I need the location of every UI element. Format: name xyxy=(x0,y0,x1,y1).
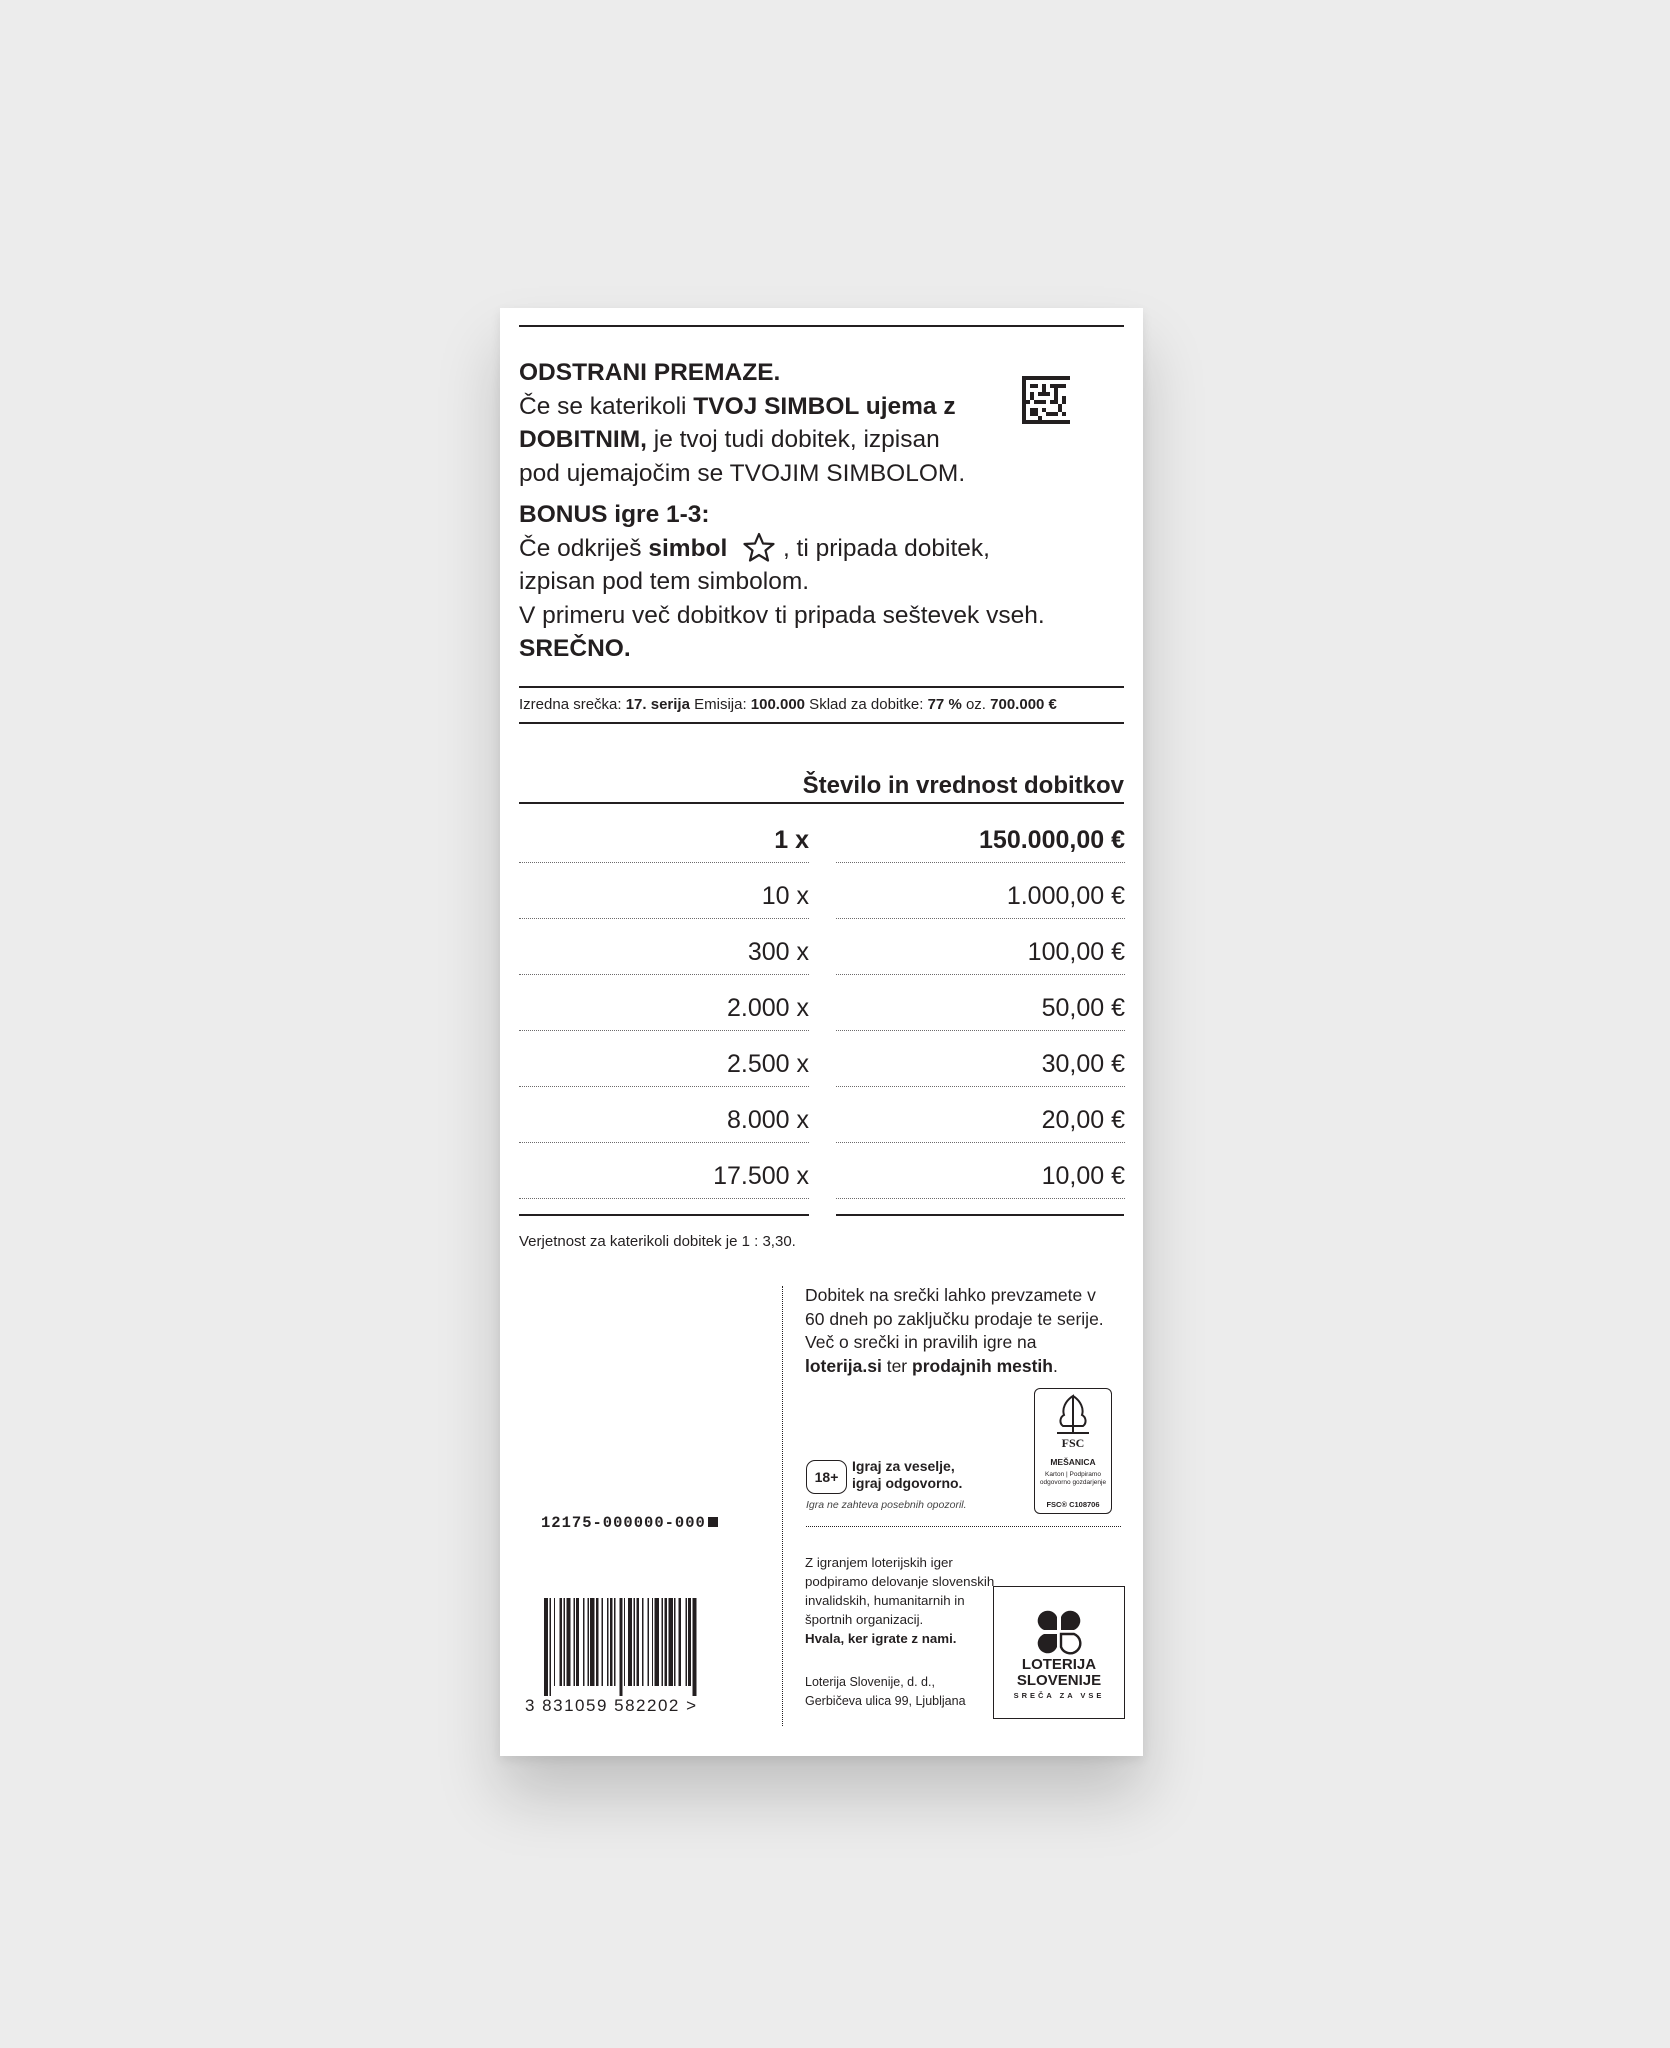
barcode-bar xyxy=(652,1598,653,1686)
instr-text: Če odkriješ xyxy=(519,534,649,562)
prize-value: 150.000,00 € xyxy=(836,818,1125,863)
barcode-bar xyxy=(544,1598,548,1696)
fund-percent: 77 % xyxy=(927,696,962,713)
barcode-bar xyxy=(596,1598,599,1686)
prize-value: 20,00 € xyxy=(836,1098,1125,1143)
responsible-line: igraj odgovorno. xyxy=(852,1475,963,1491)
series-value: 17. serija xyxy=(625,696,690,713)
vertical-divider xyxy=(782,1286,783,1726)
barcode-bar xyxy=(614,1598,615,1686)
fund-label: Sklad za dobitke: xyxy=(805,696,928,713)
barcode-bar xyxy=(674,1598,675,1686)
barcode-icon xyxy=(544,1598,754,1696)
prize-count: 10 x xyxy=(519,874,809,919)
prize-row xyxy=(519,818,1125,874)
barcode-bar xyxy=(688,1598,691,1686)
closing-text: SREČNO. xyxy=(519,635,631,662)
address-line: Loterija Slovenije, d. d., xyxy=(805,1675,935,1689)
barcode-bar xyxy=(648,1598,649,1686)
fsc-label: FSC xyxy=(1061,1436,1085,1450)
address-line: Gerbičeva ulica 99, Ljubljana xyxy=(805,1694,966,1708)
claim-text: . xyxy=(1052,1355,1058,1376)
logo-name xyxy=(994,1657,1124,1689)
barcode-bar xyxy=(573,1598,574,1686)
prize-value: 50,00 € xyxy=(836,986,1125,1031)
barcode-bar xyxy=(610,1598,613,1686)
prize-row xyxy=(519,1154,1125,1210)
prize-count: 2.500 x xyxy=(519,1042,809,1087)
lottery-ticket-back xyxy=(500,308,1143,1756)
series-rule-bottom xyxy=(519,722,1124,724)
barcode-bar xyxy=(664,1598,667,1686)
table-bottom-rule-right xyxy=(836,1214,1124,1216)
fsc-code: FSC® C108706 xyxy=(1046,1500,1100,1509)
support-body: Z igranjem loterijskih iger podpiramo delovanje slovenskih invalidskih, humanitarnih in športnih organizacij. xyxy=(805,1555,995,1627)
prize-count: 17.500 x xyxy=(519,1154,809,1199)
support-text xyxy=(805,1553,995,1648)
instructions xyxy=(519,356,1079,666)
prize-row xyxy=(519,1098,1125,1154)
instr-bold: TVOJ SIMBOL ujema z xyxy=(693,392,956,420)
prize-count: 1 x xyxy=(519,818,809,863)
barcode-bar xyxy=(566,1598,570,1686)
prize-count: 8.000 x xyxy=(519,1098,809,1143)
top-rule xyxy=(519,325,1124,327)
barcode-bar xyxy=(655,1598,659,1686)
company-address xyxy=(805,1673,995,1711)
fsc-mix: MEŠANICA xyxy=(1050,1457,1096,1467)
logo-tagline: SREČA ZA VSE xyxy=(1013,1691,1105,1700)
table-head-rule xyxy=(519,802,1124,804)
barcode-bar xyxy=(559,1598,562,1686)
prize-value: 100,00 € xyxy=(836,930,1125,975)
barcode-bar xyxy=(583,1598,584,1686)
prize-count: 2.000 x xyxy=(519,986,809,1031)
barcode-bar xyxy=(620,1598,623,1696)
prize-row xyxy=(519,1042,1125,1098)
claim-text: Dobitek na srečki lahko prevzamete v 60 dneh po zaključku prodaje te serije. Več o srečki in pravilih igre na xyxy=(805,1285,1104,1352)
fund-value: 700.000 € xyxy=(990,696,1057,713)
barcode-bar xyxy=(669,1598,673,1686)
emission-label: Emisija: xyxy=(689,696,751,713)
series-rule-top xyxy=(519,686,1124,688)
barcode-bar xyxy=(564,1598,565,1686)
series-info xyxy=(519,696,1057,713)
prize-count: 300 x xyxy=(519,930,809,975)
instr-text: izpisan pod tem simbolom. xyxy=(519,568,810,595)
barcode-bar xyxy=(642,1598,643,1686)
barcode-bar xyxy=(678,1598,681,1686)
points-of-sale: prodajnih mestih xyxy=(912,1355,1053,1376)
barcode-bar xyxy=(662,1598,663,1686)
claim-text: ter xyxy=(881,1355,912,1376)
instr-text: je tvoj tudi dobitek, izpisan xyxy=(646,426,940,453)
star-icon xyxy=(742,532,776,562)
responsible-line: Igraj za veselje, xyxy=(852,1458,955,1474)
responsible-text xyxy=(852,1458,962,1492)
barcode-bar xyxy=(607,1598,608,1686)
logo-name-line: SLOVENIJE xyxy=(1016,1672,1102,1689)
series-label: Izredna srečka: xyxy=(519,696,626,713)
instr-bold: DOBITNIM, xyxy=(519,426,647,453)
emission-value: 100.000 xyxy=(750,696,806,713)
ticket-code xyxy=(541,1514,718,1532)
barcode-bar xyxy=(634,1598,635,1686)
age-badge: 18+ xyxy=(806,1460,847,1494)
prize-value: 10,00 € xyxy=(836,1154,1125,1199)
barcode-bar xyxy=(601,1598,602,1686)
ticket-code-text: 12175-000000-000 xyxy=(541,1514,706,1532)
instr-text: V primeru več dobitkov ti pripada seštevek vseh. xyxy=(519,601,1045,629)
claim-info xyxy=(805,1284,1115,1378)
barcode-bar xyxy=(685,1598,686,1686)
fsc-badge xyxy=(1034,1388,1112,1514)
loterija-logo xyxy=(993,1586,1125,1719)
odds-text: Verjetnost za katerikoli dobitek je 1 : 3,30. xyxy=(519,1233,796,1250)
website-link: loterija.si xyxy=(805,1355,882,1376)
instructions-title: ODSTRANI PREMAZE. xyxy=(519,359,781,386)
prize-row xyxy=(519,874,1125,930)
fsc-desc: Karton | Podpiramo odgovorno gozdarjenje xyxy=(1039,1471,1107,1486)
support-thanks: Hvala, ker igrate z nami. xyxy=(805,1631,957,1646)
barcode-bar xyxy=(628,1598,632,1686)
table-bottom-rule-left xyxy=(519,1214,809,1216)
barcode-bar xyxy=(692,1598,696,1696)
barcode-bar xyxy=(587,1598,588,1686)
prize-row xyxy=(519,930,1125,986)
fund-or: oz. xyxy=(961,696,991,713)
prize-row xyxy=(519,986,1125,1042)
clover-icon xyxy=(1036,1609,1082,1655)
barcode-bar xyxy=(554,1598,555,1686)
bonus-title: BONUS igre 1-3: xyxy=(519,501,710,528)
barcode-digits: 3 831059 582202 > xyxy=(525,1696,698,1715)
barcode-bar xyxy=(550,1598,551,1696)
barcode-bar xyxy=(590,1598,594,1686)
barcode-bar xyxy=(636,1598,639,1686)
code-end-marker xyxy=(708,1517,718,1527)
instr-bold: simbol xyxy=(648,534,728,562)
instr-text: pod ujemajočim se TVOJIM SIMBOLOM. xyxy=(519,459,966,487)
fsc-tree-icon xyxy=(1054,1393,1092,1451)
logo-name-line: LOTERIJA xyxy=(1021,1656,1097,1673)
prize-value: 1.000,00 € xyxy=(836,874,1125,919)
prize-table-heading: Število in vrednost dobitkov xyxy=(802,772,1124,799)
prize-value: 30,00 € xyxy=(836,1042,1125,1087)
barcode-bar xyxy=(576,1598,579,1686)
responsible-note: Igra ne zahteva posebnih opozoril. xyxy=(806,1499,967,1511)
instr-text: Če se katerikoli xyxy=(519,392,694,420)
info-divider xyxy=(806,1526,1121,1527)
barcode-bar xyxy=(624,1598,625,1686)
instr-text: , ti pripada dobitek, xyxy=(776,534,990,562)
